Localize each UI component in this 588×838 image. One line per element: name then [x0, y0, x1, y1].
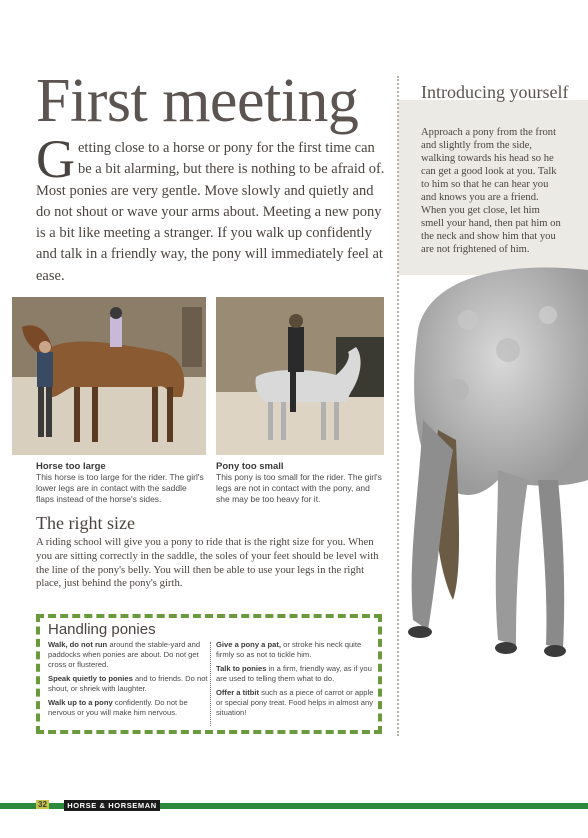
sidebar-heading: Introducing yourself	[421, 82, 569, 102]
photo-horse-too-large	[12, 297, 206, 455]
tip-text: confidently. Do not be nervous or you will make him nervous.	[48, 698, 188, 717]
tip-bold: Speak quietly to ponies	[48, 674, 133, 683]
caption-body: This horse is too large for the rider. The girl's lower legs are in contact with the saddle flaps instead of the horse's sides.	[36, 472, 204, 504]
tip-bold: Walk up to a pony	[48, 698, 113, 707]
caption-pony-too-small	[216, 461, 384, 505]
column-divider	[397, 76, 399, 736]
tip-bold: Offer a titbit	[216, 688, 260, 697]
sidebar-body: Approach a pony from the front and slightly from the side, walking towards his head so he can get a good look at you. Talk to him so that he can hear you and knows you are a friend. When you get close, let him smell your hand, then pat him on the neck and show him that you are not frightened of him.	[421, 127, 561, 255]
tip-text: in a firm, friendly way, as if you are used to telling them what to do.	[216, 664, 372, 683]
photo-pony-too-small	[216, 297, 384, 455]
caption-horse-too-large	[36, 461, 204, 505]
tip-text: and to friends. Do not shout, or shriek with laughter.	[48, 674, 208, 693]
intro-text: etting close to a horse or pony for the first time can be a bit alarming, but there is nothing to be afraid of. Most ponies are very gentle. Move slowly and quietly and do not shout or wave your arms about. Meeting a new pony is a bit like meeting a stranger. If you walk up confidently and talk in a friendly way, the pony will immediately feel at ease.	[36, 140, 385, 284]
intro-paragraph	[36, 129, 388, 287]
tip-item	[216, 664, 374, 684]
page-title: First meeting	[36, 67, 359, 135]
publisher-logo: HORSE & HORSEMAN	[64, 800, 160, 811]
handling-ponies-title: Handling ponies	[48, 621, 156, 638]
right-size-body: A riding school will give you a pony to ride that is the right size for you. When you are sitting correctly in the saddle, the soles of your feet should be level with the line of the pony's belly. You will then be able to use your legs in the right place, just behind the pony's girth.	[36, 536, 379, 590]
caption-body: This pony is too small for the rider. The girl's legs are not in contact with the pony, and she may be too heavy for it.	[216, 472, 382, 504]
caption-heading: Pony too small	[216, 461, 284, 472]
tip-item	[48, 674, 208, 694]
tip-text: such as a piece of carrot or apple or special pony treat. Food helps in almost any situation!	[216, 688, 374, 717]
right-size-heading: The right size	[36, 513, 135, 533]
tip-text: around the stable-yard and paddocks when ponies are about. Do not get cross or flustered.	[48, 640, 201, 669]
box-column-separator	[210, 642, 211, 726]
tip-bold: Talk to ponies	[216, 664, 267, 673]
tip-item	[216, 640, 374, 660]
tip-item	[48, 698, 208, 718]
drop-cap: G	[36, 129, 75, 189]
page-number: 32	[38, 800, 47, 809]
tip-bold: Give a pony a pat,	[216, 640, 281, 649]
handling-tips-left	[48, 640, 208, 722]
caption-heading: Horse too large	[36, 461, 106, 472]
tip-item	[216, 688, 374, 718]
tip-item	[48, 640, 208, 670]
handling-tips-right	[216, 640, 374, 722]
tip-text: or stroke his neck quite firmly so as not to tickle him.	[216, 640, 362, 659]
tip-bold: Walk, do not run	[48, 640, 108, 649]
